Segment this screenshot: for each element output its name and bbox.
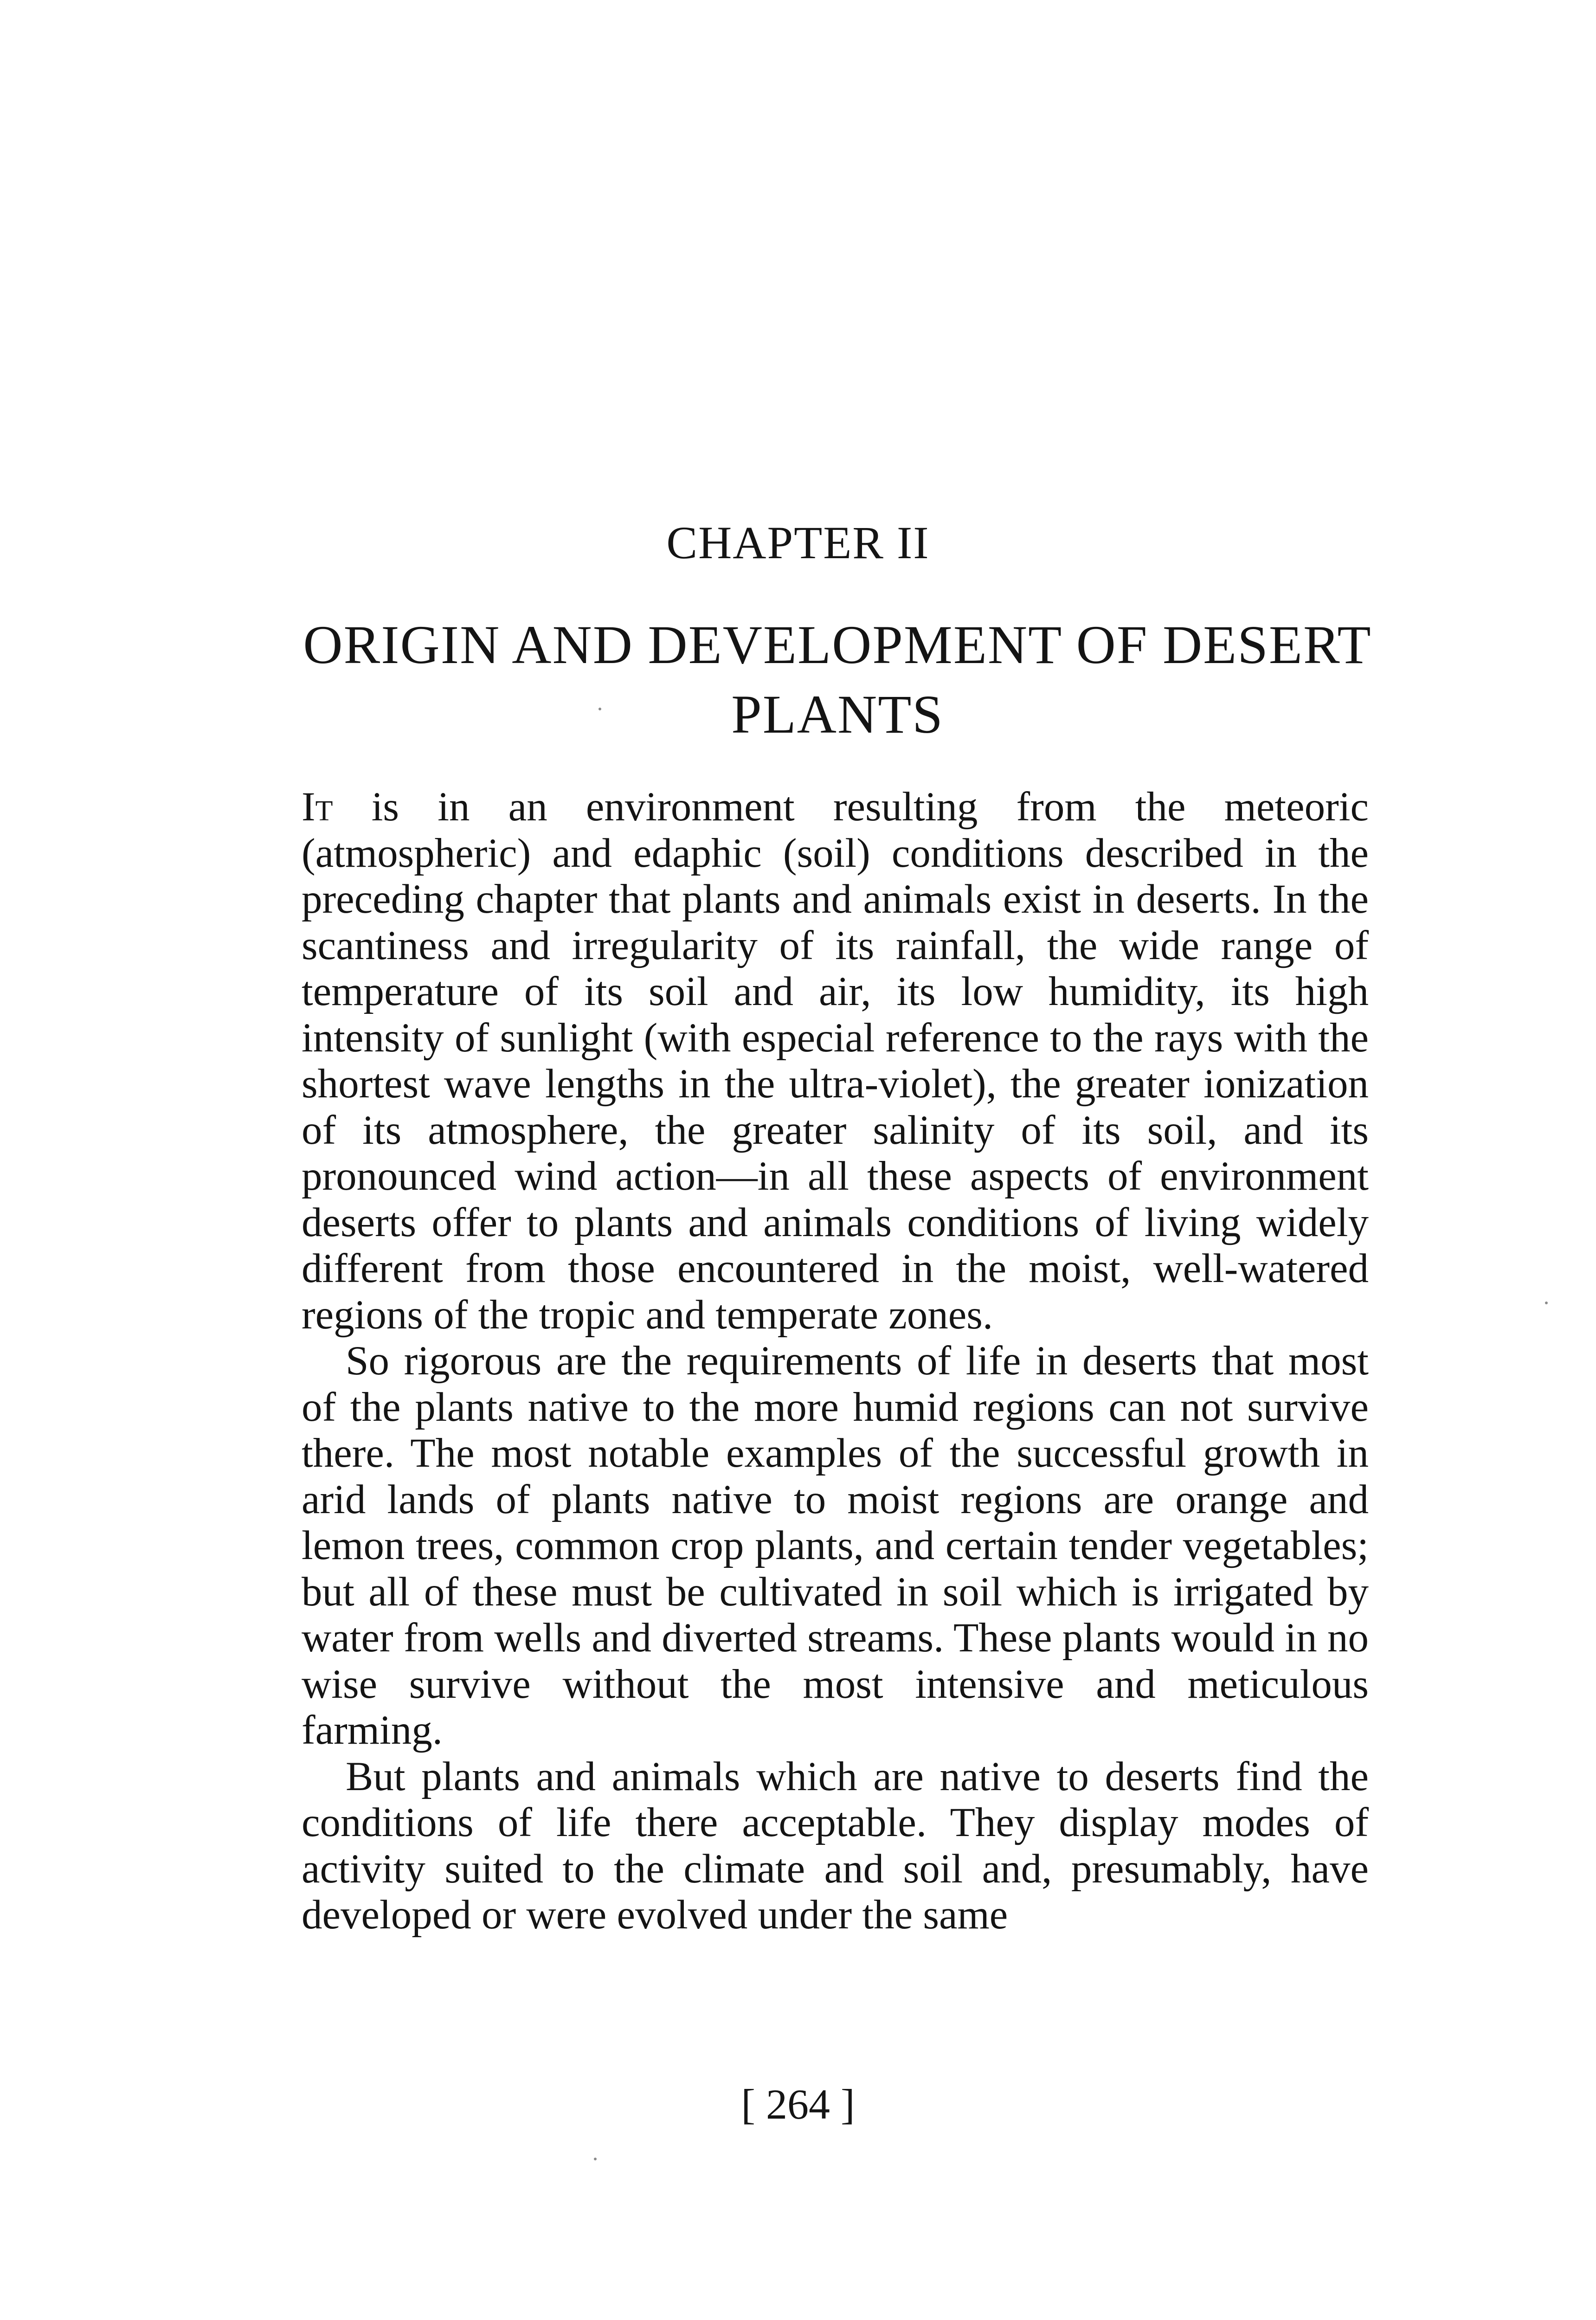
paragraph-2: So rigorous are the requirements of life in deserts that most of the plants native to the more humid regions can not survive there. The most notable examples of the successful growth in arid lands of plants native to moist regions are orange and lemon trees, common crop plants, and certain tender vegetables; but all of these must be cultivated in soil which is irrigated by water from wells and diverted streams. These plants would in no wise survive without the most intensive and meticulous farming. bbox=[302, 1338, 1369, 1753]
chapter-number: CHAPTER II bbox=[666, 517, 930, 568]
paragraph-1 bbox=[302, 784, 1369, 1338]
paragraph-1-lead-word: It bbox=[302, 784, 333, 830]
chapter-title-line-1: ORIGIN AND DEVELOPMENT OF DESERT bbox=[303, 614, 1372, 675]
chapter-title-line-2: PLANTS bbox=[731, 684, 944, 745]
page-number: [ 264 ] bbox=[741, 2081, 855, 2128]
paper-speck bbox=[594, 2158, 597, 2160]
body-text bbox=[302, 784, 1369, 1939]
paper-speck bbox=[598, 708, 601, 710]
paragraph-3: But plants and animals which are native to deserts find the conditions of life there acceptable. They display modes of activity suited to the climate and soil and, presumably, have developed or were evolved under the same bbox=[302, 1753, 1369, 1938]
paper-speck bbox=[1545, 1302, 1548, 1304]
paragraph-1-text: is in an environment resulting from the meteoric (atmospheric) and edaphic (soil) conditions described in the preceding chapter that plants and animals exist in deserts. In the scantiness and irregularity of its rainfall, the wide range of temperature of its soil and air, its low humidity, its high intensity of sunlight (with especial reference to the rays with the shortest wave lengths in the ultra-violet), the greater ionization of its atmosphere, the greater salinity of its soil, and its pronounced wind action—in all these aspects of environment deserts offer to plants and animals conditions of living widely different from those encountered in the moist, well-watered regions of the tropic and temperate zones. bbox=[302, 784, 1369, 1338]
chapter-title bbox=[297, 610, 1378, 749]
